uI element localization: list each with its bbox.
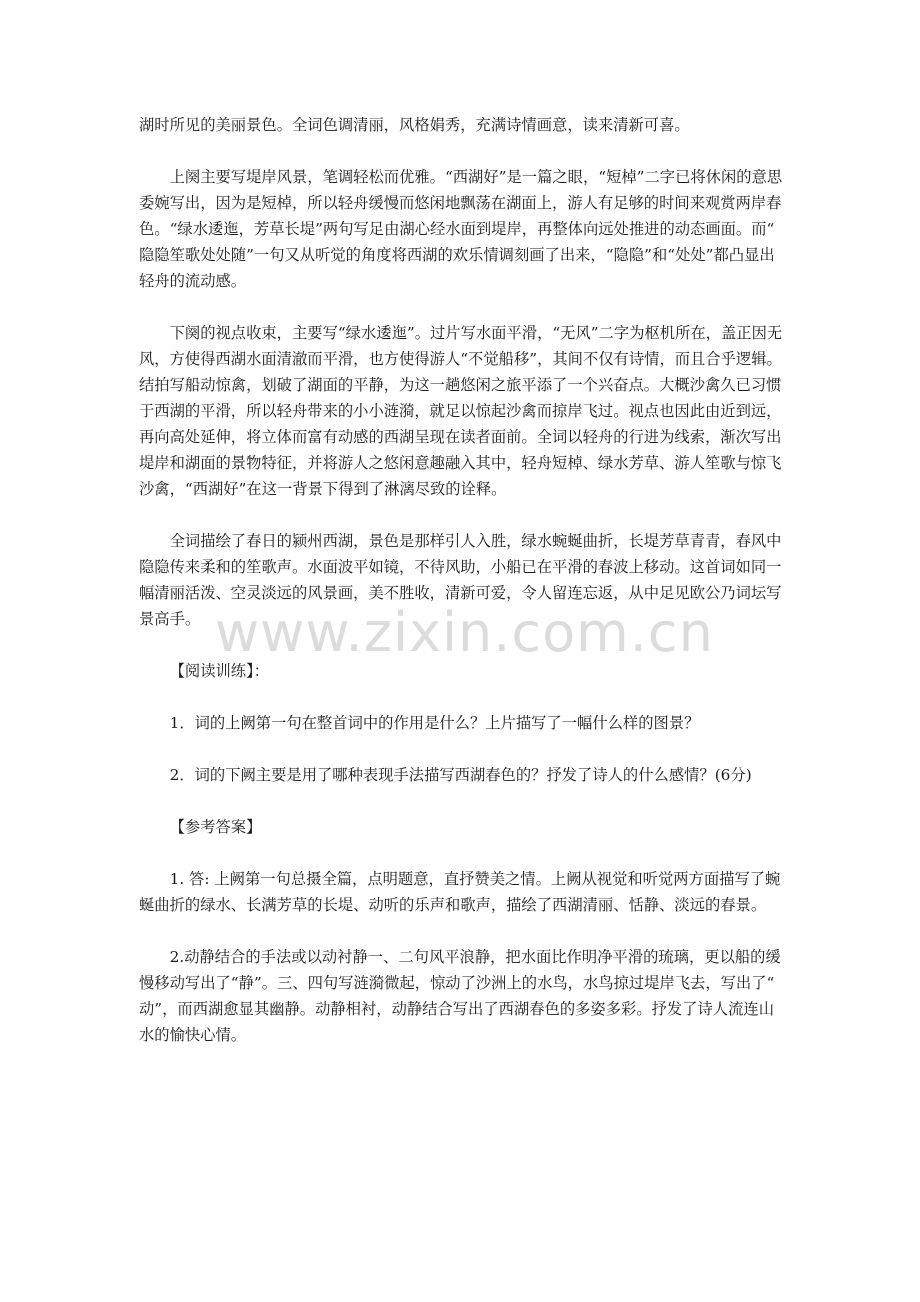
watermark: www.zixin.com.cn	[215, 601, 714, 664]
answer-heading: 【参考答案】	[169, 818, 262, 836]
paragraph-continuation: 湖时所见的美丽景色。全词色调清丽，风格娟秀，充满诗情画意，读来清新可喜。	[139, 116, 690, 134]
paragraph-summary: 全词描绘了春日的颍州西湖，景色是那样引人入胜，绿水蜿蜒曲折，长堤芳草青青，春风中隐隐传来柔和的笙歌声。水面波平如镜，不待风助，小船已在平滑的春波上移动。这首词如同一幅清丽活泼、空灵淡远的风景画，美不胜收，清新可爱，令人留连忘返，从中足见欧公乃词坛写景高手。	[139, 532, 782, 628]
question-2: 2．词的下阙主要是用了哪种表现手法描写西湖春色的？抒发了诗人的什么感情？(6分)	[169, 766, 752, 784]
reading-exercise-heading: 【阅读训练】：	[169, 662, 270, 680]
answer-1: 1. 答: 上阙第一句总摄全篇，点明题意，直抒赞美之情。上阙从视觉和听觉两方面描写了蜿蜒曲折的绿水、长满芳草的长堤、动听的乐声和歌声，描绘了西湖清丽、恬静、淡远的春景。	[139, 870, 781, 914]
document-body	[139, 112, 787, 1074]
paragraph-upper-stanza-analysis: 上阕主要写堤岸风景，笔调轻松而优雅。“西湖好”是一篇之眼，“短棹”二字已将休闲的意思委婉写出，因为是短棹，所以轻舟缓慢而悠闲地飘荡在湖面上，游人有足够的时间来观赏两岸春色。“绿水逶迤，芳草长堤”两句写足由湖心经水面到堤岸，再整体向远处推进的动态画面。而“隐隐笙歌处处随”一句又从听觉的角度将西湖的欢乐情调刻画了出来，“隐隐”和“处处”都凸显出轻舟的流动感。	[139, 168, 783, 290]
answer-2: 2.动静结合的手法或以动衬静一、二句风平浪静，把水面比作明净平滑的琉璃，更以船的缓慢移动写出了“静”。三、四句写涟漪微起，惊动了沙洲上的水鸟，水鸟掠过堤岸飞去，写出了“动”，而西湖愈显其幽静。动静相衬，动静结合写出了西湖春色的多姿多彩。抒发了诗人流连山水的愉快心情。	[139, 948, 781, 1044]
paragraph-lower-stanza-analysis: 下阕的视点收束，主要写“绿水逶迤”。过片写水面平滑，“无风”二字为枢机所在，盖正因无风，方使得西湖水面清澈而平滑，也方使得游人“不觉船移”，其间不仅有诗情，而且合乎逻辑。结拍写船动惊禽，划破了湖面的平静，为这一趟悠闲之旅平添了一个兴奋点。大概沙禽久已习惯于西湖的平滑，所以轻舟带来的小小涟漪，就足以惊起沙禽而掠岸飞过。视点也因此由近到远，再向高处延伸，将立体而富有动感的西湖呈现在读者面前。全词以轻舟的行进为线索，渐次写出堤岸和湖面的景物特征，并将游人之悠闲意趣融入其中，轻舟短棹、绿水芳草、游人笙歌与惊飞沙禽，“西湖好”在这一背景下得到了淋漓尽致的诠释。	[139, 324, 783, 498]
question-1: 1．词的上阙第一句在整首词中的作用是什么？上片描写了一幅什么样的图景？	[169, 714, 700, 732]
